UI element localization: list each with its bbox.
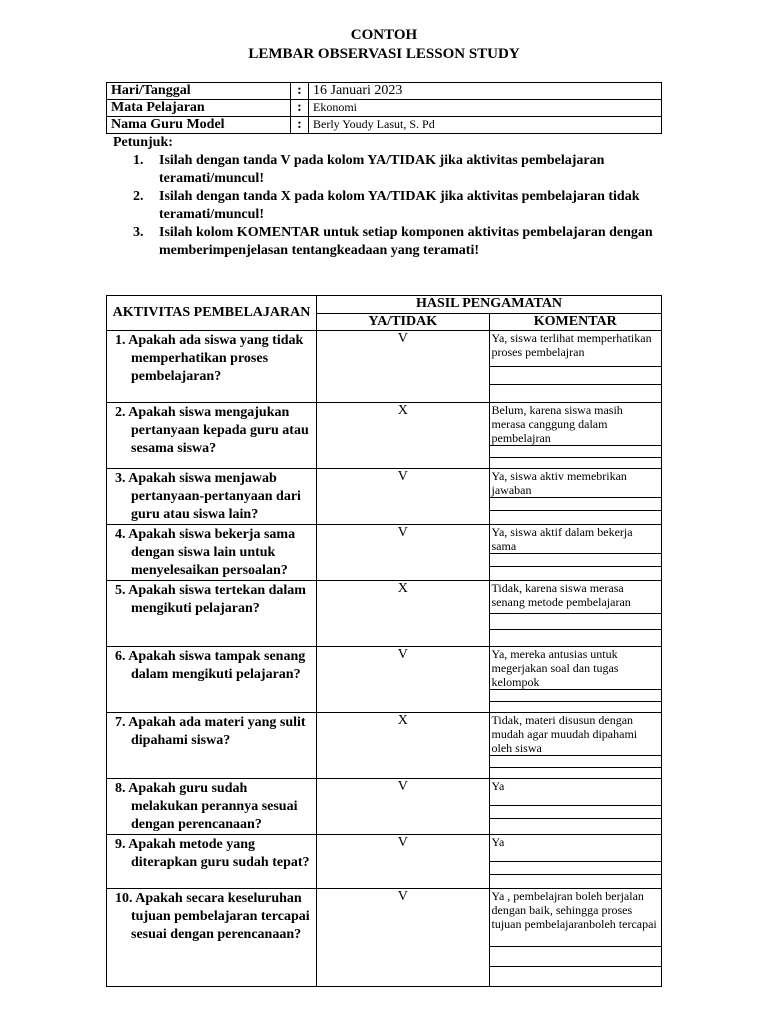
comment-cell xyxy=(489,647,662,713)
comment-text: Ya, siswa aktif dalam bekerja sama xyxy=(490,525,662,554)
table-row xyxy=(107,889,662,987)
info-colon: : xyxy=(291,100,309,117)
table-row xyxy=(107,469,662,525)
activity-question: 6. Apakah siswa tampak senang dalam mengikuti pelajaran? xyxy=(115,649,306,682)
activity-cell xyxy=(107,331,317,403)
column-header-result: HASIL PENGAMATAN xyxy=(317,296,662,314)
column-header-activity: AKTIVITAS PEMBELAJARAN xyxy=(107,296,317,331)
comment-line xyxy=(490,875,662,888)
comment-text: Ya, siswa aktiv memebrikan jawaban xyxy=(490,469,662,498)
info-value: 16 Januari 2023 xyxy=(309,83,662,100)
comment-line xyxy=(490,511,662,523)
comment-cell xyxy=(489,403,662,469)
table-header-row xyxy=(107,296,662,314)
comment-text: Ya, siswa terlihat memperhatikan proses pembelajran xyxy=(490,331,662,367)
comment-line xyxy=(490,367,662,385)
activity-cell xyxy=(107,889,317,987)
comment-cell xyxy=(489,331,662,403)
activity-question: 5. Apakah siswa tertekan dalam mengikuti pelajaran? xyxy=(115,583,306,616)
comment-cell xyxy=(489,713,662,779)
activity-question: 8. Apakah guru sudah melakukan perannya sesuai dengan perencanaan? xyxy=(115,781,298,832)
comment-line xyxy=(490,690,662,702)
table-row xyxy=(107,331,662,403)
instruction-text: Isilah dengan tanda V pada kolom YA/TIDAK jika aktivitas pembelajaran teramati/muncul! xyxy=(159,153,605,186)
comment-line xyxy=(490,567,662,579)
activity-question: 4. Apakah siswa bekerja sama dengan siswa lain untuk menyelesaikan persoalan? xyxy=(115,527,296,578)
info-colon: : xyxy=(291,83,309,100)
instructions-heading: Petunjuk: xyxy=(113,135,173,150)
comment-line xyxy=(490,819,662,832)
info-table xyxy=(106,82,662,134)
info-label: Hari/Tanggal xyxy=(107,83,291,100)
document-title: CONTOH xyxy=(350,27,418,43)
comment-line xyxy=(490,862,662,876)
comment-text: Ya xyxy=(490,835,662,862)
comment-line xyxy=(490,614,662,631)
comment-text: Tidak, karena siswa merasa senang metode pembelajaran xyxy=(490,581,662,614)
yatidak-mark: V xyxy=(317,779,490,835)
table-row xyxy=(107,647,662,713)
activity-question: 3. Apakah siswa menjawab pertanyaan-pertanyaan dari guru atau siswa lain? xyxy=(115,471,301,522)
comment-line xyxy=(490,768,662,779)
observation-table xyxy=(106,295,662,987)
table-row xyxy=(107,779,662,835)
activity-question: 7. Apakah ada materi yang sulit dipahami siswa? xyxy=(115,715,306,748)
activity-cell xyxy=(107,469,317,525)
activity-cell xyxy=(107,525,317,581)
comment-cell xyxy=(489,469,662,525)
comment-line xyxy=(490,806,662,820)
info-label: Mata Pelajaran xyxy=(107,100,291,117)
instruction-number: 2. xyxy=(133,189,144,204)
comment-text: Ya, mereka antusias untuk megerjakan soal dan tugas kelompok xyxy=(490,647,662,690)
comment-cell xyxy=(489,581,662,647)
activity-question: 9. Apakah metode yang diterapkan guru sudah tepat? xyxy=(115,837,310,870)
comment-line xyxy=(490,458,662,469)
activity-question: 10. Apakah secara keseluruhan tujuan pembelajaran tercapai sesuai dengan perencanaan? xyxy=(115,891,310,942)
yatidak-mark: V xyxy=(317,835,490,889)
comment-line xyxy=(490,967,662,986)
comment-text: Ya xyxy=(490,779,662,806)
comment-line xyxy=(490,702,662,713)
info-value: Berly Youdy Lasut, S. Pd xyxy=(309,117,662,134)
yatidak-mark: V xyxy=(317,889,490,987)
comment-line xyxy=(490,756,662,768)
yatidak-mark: X xyxy=(317,403,490,469)
instruction-text: Isilah dengan tanda X pada kolom YA/TIDAK jika aktivitas pembelajaran tidak teramati/muncul! xyxy=(159,189,640,222)
document-subtitle: LEMBAR OBSERVASI LESSON STUDY xyxy=(248,46,520,62)
info-row-date xyxy=(107,83,662,100)
info-colon: : xyxy=(291,117,309,134)
instruction-number: 1. xyxy=(133,153,144,168)
yatidak-mark: V xyxy=(317,525,490,581)
comment-line xyxy=(490,554,662,567)
instruction-item xyxy=(133,188,653,224)
instructions-list xyxy=(133,152,653,260)
column-header-yatidak: YA/TIDAK xyxy=(317,313,490,331)
table-row xyxy=(107,835,662,889)
comment-cell xyxy=(489,889,662,987)
column-header-komentar: KOMENTAR xyxy=(489,313,662,331)
comment-cell xyxy=(489,525,662,581)
activity-cell xyxy=(107,779,317,835)
instruction-text: Isilah kolom KOMENTAR untuk setiap komponen aktivitas pembelajaran dengan memberimpenjelasan tentangkeadaan yang teramati! xyxy=(159,225,653,258)
comment-text: Belum, karena siswa masih merasa canggung dalam pembelajran xyxy=(490,403,662,446)
comment-line xyxy=(490,630,662,646)
table-row xyxy=(107,403,662,469)
info-row-teacher xyxy=(107,117,662,134)
comment-line xyxy=(490,446,662,458)
activity-question: 2. Apakah siswa mengajukan pertanyaan kepada guru atau sesama siswa? xyxy=(115,405,309,456)
activity-question: 1. Apakah ada siswa yang tidak memperhatikan proses pembelajaran? xyxy=(115,333,304,384)
table-row xyxy=(107,581,662,647)
info-label: Nama Guru Model xyxy=(107,117,291,134)
activity-cell xyxy=(107,403,317,469)
yatidak-mark: X xyxy=(317,713,490,779)
table-row xyxy=(107,525,662,581)
yatidak-mark: X xyxy=(317,581,490,647)
activity-cell xyxy=(107,581,317,647)
yatidak-mark: V xyxy=(317,469,490,525)
comment-line xyxy=(490,498,662,511)
activity-cell xyxy=(107,647,317,713)
table-row xyxy=(107,713,662,779)
comment-line xyxy=(490,947,662,967)
comment-cell xyxy=(489,779,662,835)
comment-text: Ya , pembelajran boleh berjalan dengan baik, sehingga proses tujuan pembelajaranboleh tercapai xyxy=(490,889,662,947)
activity-cell xyxy=(107,713,317,779)
activity-cell xyxy=(107,835,317,889)
comment-line xyxy=(490,385,662,402)
instruction-number: 3. xyxy=(133,225,144,240)
comment-cell xyxy=(489,835,662,889)
yatidak-mark: V xyxy=(317,331,490,403)
comment-text: Tidak, materi disusun dengan mudah agar muudah dipahami oleh siswa xyxy=(490,713,662,756)
info-value: Ekonomi xyxy=(309,100,662,117)
info-row-subject xyxy=(107,100,662,117)
instruction-item xyxy=(133,224,653,260)
yatidak-mark: V xyxy=(317,647,490,713)
observation-table-body xyxy=(107,331,662,987)
instruction-item xyxy=(133,152,653,188)
